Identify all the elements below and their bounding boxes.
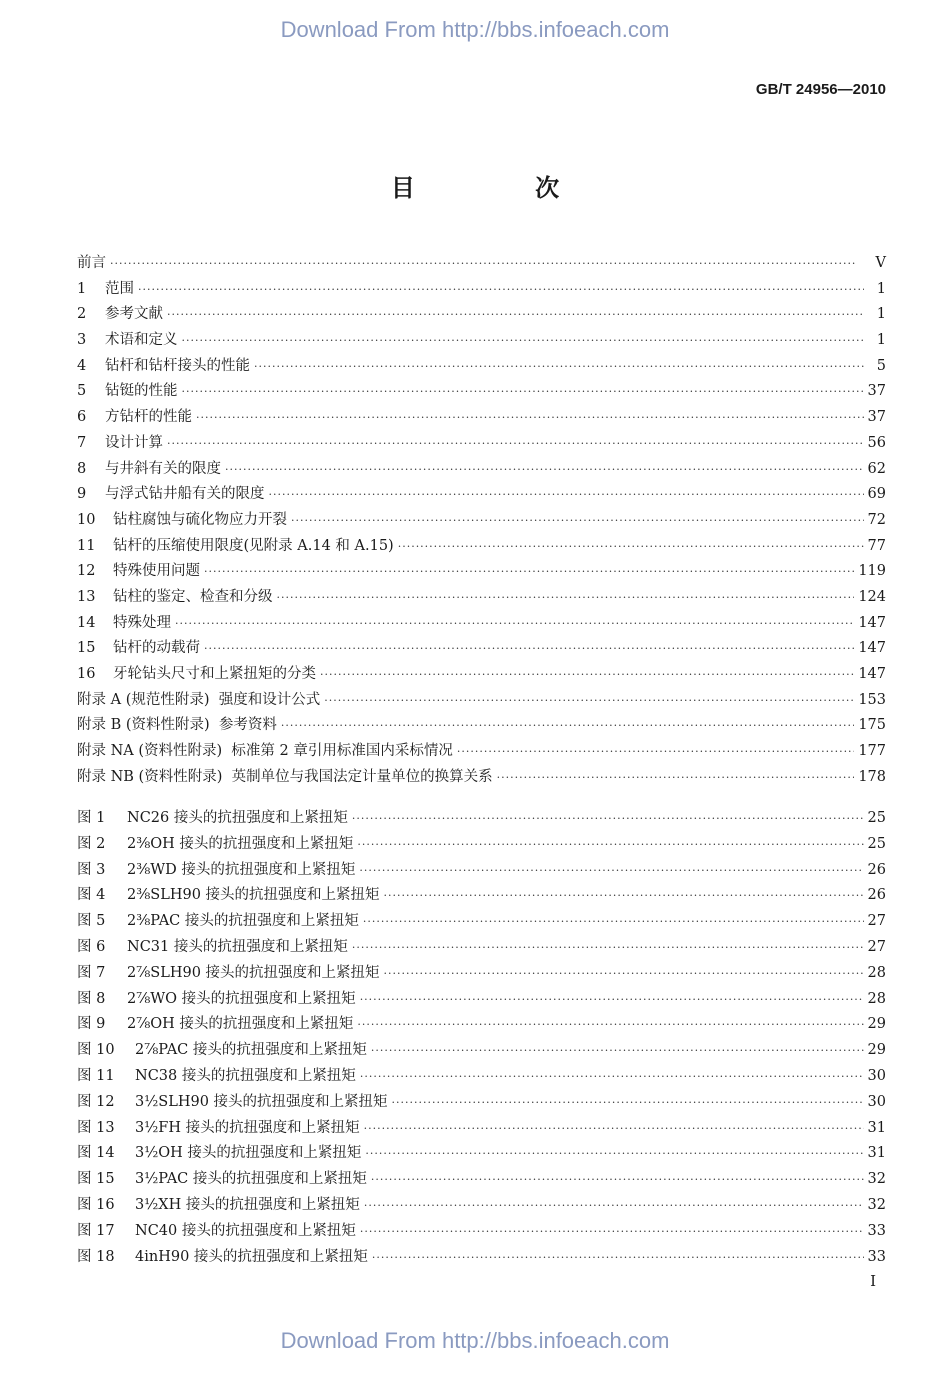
- page-ref: 153: [858, 691, 886, 708]
- figure-entry[interactable]: [77, 987, 886, 1013]
- section-title: 范围: [105, 280, 134, 297]
- figure-entry[interactable]: [77, 909, 886, 935]
- figure-number: 图 13: [77, 1119, 115, 1136]
- figure-number: 图 17: [77, 1222, 115, 1239]
- toc-entry[interactable]: [77, 688, 886, 714]
- dot-leader: [363, 915, 864, 928]
- figure-title: 4inH90 接头的抗扭强度和上紧扭矩: [135, 1248, 368, 1265]
- page-ref: 1: [876, 306, 886, 323]
- page-ref: 28: [867, 964, 886, 981]
- figure-title: 3½OH 接头的抗扭强度和上紧扭矩: [135, 1145, 362, 1162]
- page-ref: 5: [876, 357, 886, 374]
- section-number: 3: [77, 332, 87, 349]
- toc-entry[interactable]: [77, 585, 886, 611]
- figure-number: 图 15: [77, 1171, 115, 1188]
- section-number: 2: [77, 306, 87, 323]
- page-ref: 26: [867, 861, 886, 878]
- section-title: 前言: [77, 255, 106, 271]
- section-number: 9: [77, 486, 87, 503]
- section-number: 5: [77, 383, 87, 400]
- section-number: 1: [77, 280, 87, 297]
- dot-leader: [291, 514, 864, 527]
- dot-leader: [281, 719, 854, 732]
- dot-leader: [182, 385, 864, 398]
- page-ref: 175: [858, 717, 886, 734]
- figure-number: 图 10: [77, 1042, 115, 1059]
- figure-title: NC38 接头的抗扭强度和上紧扭矩: [135, 1067, 356, 1084]
- page-ref: 147: [858, 666, 886, 682]
- dot-leader: [398, 540, 864, 553]
- page-ref: 28: [867, 990, 886, 1007]
- figure-title: 2⅜PAC 接头的抗扭强度和上紧扭矩: [127, 913, 359, 930]
- dot-leader: [357, 1018, 863, 1031]
- figure-title: 2⅜OH 接头的抗扭强度和上紧扭矩: [127, 835, 354, 852]
- figure-title: 3½PAC 接头的抗扭强度和上紧扭矩: [135, 1171, 367, 1188]
- section-title: 方钻杆的性能: [105, 409, 192, 426]
- page-ref: 33: [867, 1222, 886, 1239]
- page-ref: 26: [867, 887, 886, 904]
- section-title: 参考文献: [105, 306, 163, 323]
- dot-leader: [352, 941, 864, 954]
- figure-entry[interactable]: [77, 961, 886, 987]
- section-title: 与浮式钻井船有关的限度: [105, 486, 265, 503]
- page-ref: 32: [867, 1171, 886, 1188]
- dot-leader: [138, 283, 864, 296]
- toc-entry[interactable]: [77, 534, 886, 560]
- dot-leader: [254, 360, 864, 373]
- page-ref: 30: [867, 1067, 886, 1084]
- dot-leader: [320, 668, 854, 681]
- figure-title: 3½SLH90 接头的抗扭强度和上紧扭矩: [135, 1093, 388, 1110]
- dot-leader: [371, 1044, 864, 1057]
- section-title: 钻杆的压缩使用限度(见附录 A.14 和 A.15): [113, 537, 394, 554]
- figure-entry[interactable]: [77, 858, 886, 884]
- toc-entry[interactable]: [77, 251, 886, 277]
- figure-title: NC26 接头的抗扭强度和上紧扭矩: [127, 810, 348, 826]
- page-title: 目 次: [390, 174, 616, 202]
- page-ref: 29: [867, 1042, 886, 1059]
- figure-number: 图 2: [77, 835, 106, 852]
- toc-entry[interactable]: [77, 405, 886, 431]
- toc-entry[interactable]: [77, 328, 886, 354]
- toc-entry[interactable]: [77, 277, 886, 303]
- standard-number: GB/T 24956—2010: [755, 81, 886, 98]
- toc-entry[interactable]: [77, 611, 886, 637]
- section-number: 16: [77, 666, 96, 682]
- section-title: 特殊使用问题: [113, 563, 200, 580]
- page-ref: 29: [867, 1016, 886, 1033]
- page-ref: 178: [858, 768, 886, 785]
- section-title: 术语和定义: [105, 332, 178, 349]
- figure-entry[interactable]: [77, 832, 886, 858]
- page-ref: 62: [867, 460, 886, 477]
- dot-leader: [324, 694, 854, 707]
- figure-title: NC40 接头的抗扭强度和上紧扭矩: [135, 1222, 356, 1239]
- figure-title: 3½XH 接头的抗扭强度和上紧扭矩: [135, 1196, 360, 1213]
- page-ref: 119: [858, 563, 886, 580]
- page-ref: 37: [867, 409, 886, 426]
- dot-leader: [457, 745, 854, 758]
- dot-leader: [167, 437, 864, 450]
- section-title: 钻杆和钻杆接头的性能: [105, 357, 250, 374]
- page-ref: 25: [867, 835, 886, 852]
- figure-number: 图 11: [77, 1067, 115, 1084]
- page-ref: 72: [867, 511, 886, 528]
- figure-number: 图 5: [77, 913, 106, 930]
- figure-number: 图 4: [77, 887, 106, 904]
- toc-entry[interactable]: [77, 662, 886, 688]
- section-title: 特殊处理: [113, 614, 171, 631]
- figure-number: 图 9: [77, 1016, 106, 1033]
- dot-leader: [392, 1096, 864, 1109]
- section-title: 与井斜有关的限度: [105, 460, 221, 477]
- section-number: 14: [77, 614, 96, 631]
- page-ref: 77: [867, 537, 886, 554]
- figure-title: 2⅞WO 接头的抗扭强度和上紧扭矩: [127, 990, 356, 1007]
- dot-leader: [175, 617, 854, 630]
- toc-entry[interactable]: [77, 302, 886, 328]
- section-title: 牙轮钻头尺寸和上紧扭矩的分类: [113, 666, 316, 682]
- toc-main-list: [77, 251, 886, 790]
- dot-leader: [357, 838, 863, 851]
- dot-leader: [372, 1251, 864, 1264]
- toc-entry[interactable]: [77, 379, 886, 405]
- figure-entry[interactable]: [77, 1167, 886, 1193]
- page-ref: 147: [858, 614, 886, 631]
- page-ref: 147: [858, 640, 886, 657]
- dot-leader: [360, 1070, 864, 1083]
- figure-number: 图 18: [77, 1248, 115, 1265]
- section-number: 4: [77, 357, 87, 374]
- figure-entry[interactable]: [77, 1038, 886, 1064]
- dot-leader: [384, 967, 864, 980]
- section-title: 附录 NA (资料性附录) 标准第 2 章引用标准国内采标情况: [77, 743, 453, 760]
- figure-number: 图 14: [77, 1145, 115, 1162]
- figure-entry[interactable]: [77, 1193, 886, 1219]
- section-number: 13: [77, 588, 96, 605]
- section-title: 附录 A (规范性附录) 强度和设计公式: [77, 691, 321, 708]
- figure-title: 2⅞OH 接头的抗扭强度和上紧扭矩: [127, 1016, 354, 1033]
- dot-leader: [371, 1173, 864, 1186]
- watermark-top: Download From http://bbs.infoeach.com: [280, 17, 670, 42]
- page-ref: 31: [867, 1119, 886, 1136]
- figure-entry[interactable]: [77, 883, 886, 909]
- toc-entry[interactable]: [77, 713, 886, 739]
- figure-entry[interactable]: [77, 1064, 886, 1090]
- section-title: 设计计算: [105, 434, 163, 451]
- toc-entry[interactable]: [77, 431, 886, 457]
- figure-number: 图 7: [77, 964, 106, 981]
- page-number: I: [870, 1272, 876, 1290]
- section-number: 7: [77, 434, 87, 451]
- dot-leader: [182, 334, 865, 347]
- toc-entry[interactable]: [77, 739, 886, 765]
- page-ref: 27: [867, 938, 886, 955]
- figure-entry[interactable]: [77, 1245, 886, 1271]
- toc-entry[interactable]: [77, 636, 886, 662]
- dot-leader: [359, 864, 863, 877]
- toc-entry[interactable]: [77, 765, 886, 791]
- dot-leader: [269, 488, 864, 501]
- figure-title: 2⅞SLH90 接头的抗扭强度和上紧扭矩: [127, 964, 380, 981]
- figure-entry[interactable]: [77, 1116, 886, 1142]
- section-title: 附录 NB (资料性附录) 英制单位与我国法定计量单位的换算关系: [77, 768, 493, 785]
- dot-leader: [360, 993, 864, 1006]
- page-ref: 31: [867, 1145, 886, 1162]
- figure-title: 3½FH 接头的抗扭强度和上紧扭矩: [135, 1119, 360, 1136]
- dot-leader: [204, 642, 854, 655]
- figure-number: 图 8: [77, 990, 106, 1007]
- page-ref: 25: [867, 810, 886, 826]
- figure-title: 2⅞PAC 接头的抗扭强度和上紧扭矩: [135, 1042, 367, 1059]
- section-number: 15: [77, 640, 96, 657]
- section-number: 6: [77, 409, 87, 426]
- figure-entry[interactable]: [77, 935, 886, 961]
- section-number: 12: [77, 563, 96, 580]
- page-ref: 33: [867, 1248, 886, 1265]
- section-number: 8: [77, 460, 87, 477]
- figure-title: NC31 接头的抗扭强度和上紧扭矩: [127, 938, 348, 955]
- figure-number: 图 1: [77, 810, 106, 826]
- page-ref: 27: [867, 913, 886, 930]
- dot-leader: [225, 463, 864, 476]
- toc-entry[interactable]: [77, 482, 886, 508]
- figure-title: 2⅜SLH90 接头的抗扭强度和上紧扭矩: [127, 887, 380, 904]
- section-number: 10: [77, 511, 96, 528]
- dot-leader: [360, 1225, 864, 1238]
- section-title: 钻柱的鉴定、检查和分级: [113, 588, 273, 605]
- dot-leader: [497, 771, 855, 784]
- page-ref: 56: [867, 434, 886, 451]
- toc-entry[interactable]: [77, 559, 886, 585]
- toc-entry[interactable]: [77, 354, 886, 380]
- watermark-bottom: Download From http://bbs.infoeach.com: [280, 1328, 670, 1353]
- dot-leader: [365, 1147, 863, 1160]
- dot-leader: [277, 591, 855, 604]
- dot-leader: [364, 1122, 864, 1135]
- figure-entry[interactable]: [77, 1219, 886, 1245]
- section-number: 11: [77, 537, 96, 554]
- page-ref: 30: [867, 1093, 886, 1110]
- figure-number: 图 12: [77, 1093, 115, 1110]
- section-title: 附录 B (资料性附录) 参考资料: [77, 717, 277, 734]
- toc-entry[interactable]: [77, 457, 886, 483]
- page-ref: 32: [867, 1196, 886, 1213]
- figure-number: 图 6: [77, 938, 106, 955]
- figure-title: 2⅜WD 接头的抗扭强度和上紧扭矩: [127, 861, 356, 878]
- dot-leader: [204, 565, 854, 578]
- page-ref: 177: [858, 743, 886, 760]
- dot-leader: [167, 308, 864, 321]
- page-ref: 69: [867, 486, 886, 503]
- section-title: 钻柱腐蚀与硫化物应力开裂: [113, 511, 287, 528]
- dot-leader: [352, 812, 864, 825]
- dot-leader: [196, 411, 864, 424]
- figure-entry[interactable]: [77, 1090, 886, 1116]
- figure-number: 图 16: [77, 1196, 115, 1213]
- page-ref: 1: [876, 280, 886, 297]
- figure-entry[interactable]: [77, 1141, 886, 1167]
- page-ref: V: [875, 255, 886, 271]
- toc-figure-list: [77, 806, 886, 1270]
- section-title: 钻杆的动载荷: [113, 640, 200, 657]
- dot-leader: [384, 889, 864, 902]
- figure-entry[interactable]: [77, 806, 886, 832]
- dot-leader: [364, 1199, 864, 1212]
- figure-number: 图 3: [77, 861, 106, 878]
- toc-entry[interactable]: [77, 508, 886, 534]
- section-title: 钻铤的性能: [105, 383, 178, 400]
- page-ref: 124: [858, 588, 886, 605]
- figure-entry[interactable]: [77, 1012, 886, 1038]
- page-ref: 37: [867, 383, 886, 400]
- dot-leader: [110, 257, 864, 270]
- page-ref: 1: [876, 332, 886, 349]
